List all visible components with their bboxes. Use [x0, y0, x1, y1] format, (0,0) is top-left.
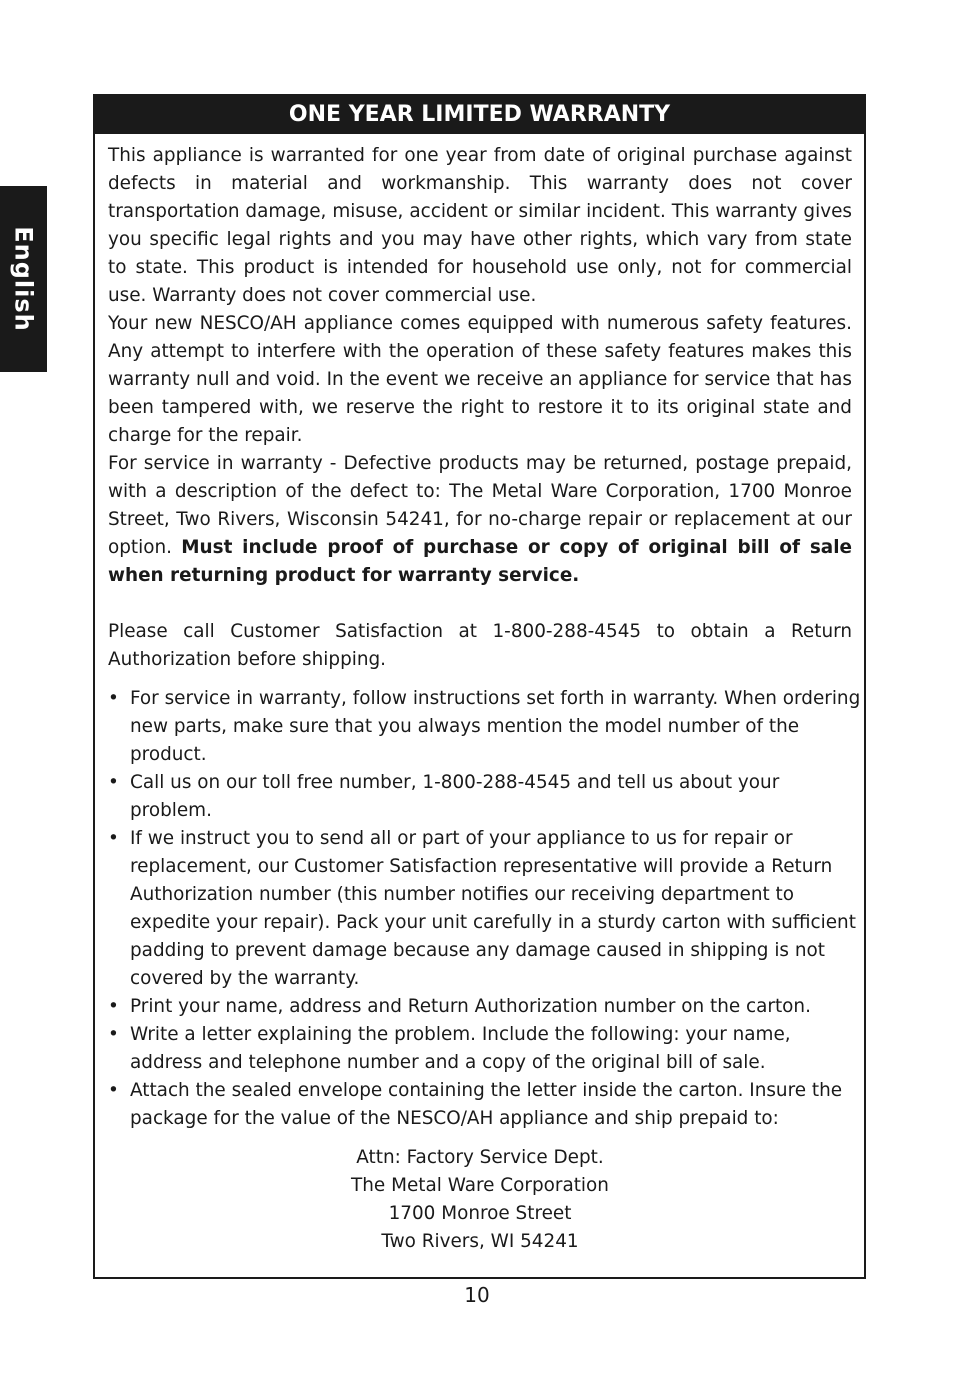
warranty-title: ONE YEAR LIMITED WARRANTY: [95, 96, 864, 134]
list-item: [108, 993, 861, 1021]
list-item-text: Write a letter explaining the problem. Include the following: your name, address and telephone number and a copy of the original bill of sale.: [130, 1024, 791, 1073]
list-item: [108, 685, 861, 769]
warranty-paragraph-service: [108, 450, 852, 590]
warranty-body: [95, 134, 864, 1256]
list-item: [108, 769, 861, 825]
service-instructions-list: [108, 685, 861, 1133]
bullet-icon: •: [108, 996, 119, 1017]
warranty-paragraph-coverage: This appliance is warranted for one year from date of original purchase against defects in material and workmanship. This warranty does not cover transportation damage, misuse, accident or similar incident. This warranty gives you specific legal rights and you may have other rights, which vary from state to state. This product is intended for household use only, not for commercial use. Warranty does not cover commercial use.: [108, 145, 852, 306]
list-item-text: Attach the sealed envelope containing the letter inside the carton. Insure the package for the value of the NESCO/AH appliance and ship prepaid to:: [130, 1080, 843, 1129]
address-line-attn: Attn: Factory Service Dept.: [356, 1147, 604, 1168]
bullet-icon: •: [108, 688, 119, 709]
bullet-icon: •: [108, 772, 119, 793]
service-text: For service in warranty - Defective products may be returned, postage prepaid, with a description of the defect to: The Metal Ware Corporation, 1700 Monroe Street, Two Rivers, Wisconsin 54241, for no-charge repair or replacement at our option.: [108, 453, 852, 558]
proof-of-purchase-note: Must include proof of purchase or copy of original bill of sale when returning product for warranty service.: [108, 537, 852, 586]
address-line-street: 1700 Monroe Street: [388, 1203, 572, 1224]
warranty-section: [93, 94, 866, 1279]
language-tab-label: English: [9, 226, 38, 332]
return-authorization-paragraph: Please call Customer Satisfaction at 1-800-288-4545 to obtain a Return Authorization before shipping.: [108, 621, 852, 670]
service-address: [108, 1144, 852, 1256]
list-item: [108, 825, 861, 993]
bullet-icon: •: [108, 1024, 119, 1045]
warranty-paragraph-safety: Your new NESCO/AH appliance comes equipped with numerous safety features. Any attempt to interfere with the operation of these safety features makes this warranty null and void. In the event we receive an appliance for service that has been tampered with, we reserve the right to restore it to its original state and charge for the repair.: [108, 313, 852, 446]
page-number: 10: [464, 1283, 490, 1307]
list-item-text: Print your name, address and Return Authorization number on the carton.: [130, 996, 811, 1017]
address-line-company: The Metal Ware Corporation: [351, 1175, 609, 1196]
bullet-icon: •: [108, 828, 119, 849]
bullet-icon: •: [108, 1080, 119, 1101]
list-item: [108, 1021, 861, 1077]
address-line-city: Two Rivers, WI 54241: [381, 1231, 579, 1252]
list-item: [108, 1077, 861, 1133]
list-item-text: If we instruct you to send all or part of your appliance to us for repair or replacement, our Customer Satisfaction representative will provide a Return Authorization number (this number notifies our receiving department to expedite your repair). Pack your unit carefully in a sturdy carton with sufficient padding to prevent damage because any damage caused in shipping is not covered by the warranty.: [130, 828, 856, 989]
list-item-text: For service in warranty, follow instructions set forth in warranty. When ordering new parts, make sure that you always mention the model number of the product.: [130, 688, 861, 765]
list-item-text: Call us on our toll free number, 1-800-288-4545 and tell us about your problem.: [130, 772, 780, 821]
language-tab: [0, 186, 47, 372]
